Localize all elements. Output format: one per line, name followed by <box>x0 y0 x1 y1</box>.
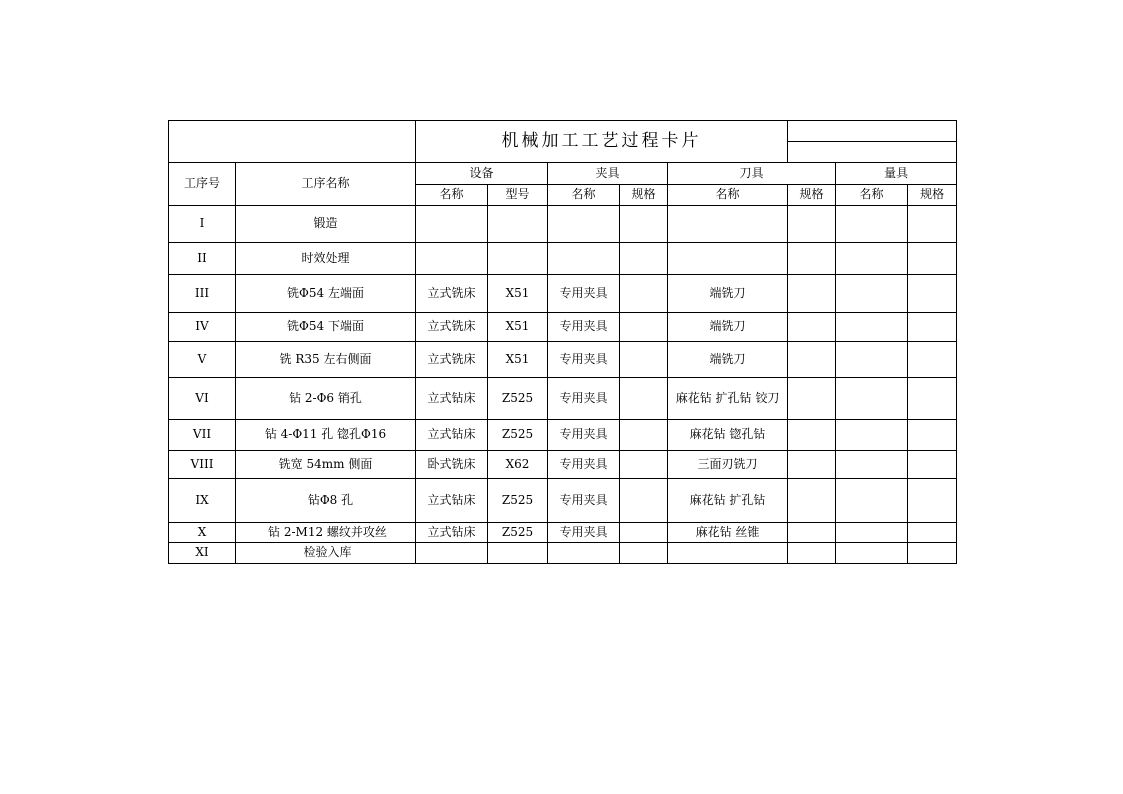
equipment-name <box>416 243 488 275</box>
fixture-spec <box>620 479 668 523</box>
fixture-name: 专用夹具 <box>548 451 620 479</box>
fixture-spec <box>620 420 668 451</box>
equipment-model: Z525 <box>488 523 548 543</box>
step-name: 铣宽 54mm 侧面 <box>236 451 416 479</box>
header-gauge: 量具 <box>836 163 957 185</box>
gauge-spec <box>908 451 957 479</box>
cutter-spec <box>788 206 836 243</box>
fixture-spec <box>620 342 668 378</box>
step-name: 铣 R35 左右侧面 <box>236 342 416 378</box>
equipment-model: X51 <box>488 342 548 378</box>
blank-top-cell <box>788 121 957 142</box>
step-no: III <box>169 275 236 313</box>
cutter-name: 麻花钻 扩孔钻 铰刀 <box>668 378 788 420</box>
header-equipment: 设备 <box>416 163 548 185</box>
header-cutter-spec: 规格 <box>788 185 836 206</box>
cutter-name <box>668 206 788 243</box>
header-equipment-name: 名称 <box>416 185 488 206</box>
gauge-spec <box>908 420 957 451</box>
table-row <box>169 451 957 479</box>
cutter-spec <box>788 420 836 451</box>
equipment-model: Z525 <box>488 420 548 451</box>
header-equipment-model: 型号 <box>488 185 548 206</box>
fixture-name: 专用夹具 <box>548 523 620 543</box>
fixture-spec <box>620 243 668 275</box>
table-row <box>169 543 957 564</box>
fixture-spec <box>620 206 668 243</box>
step-no: VIII <box>169 451 236 479</box>
cutter-name: 端铣刀 <box>668 275 788 313</box>
table-row <box>169 342 957 378</box>
header-step-name: 工序名称 <box>236 163 416 206</box>
step-no: IX <box>169 479 236 523</box>
table-row <box>169 523 957 543</box>
equipment-name: 立式钻床 <box>416 479 488 523</box>
step-name: 锻造 <box>236 206 416 243</box>
cutter-spec <box>788 275 836 313</box>
blank-corner-cell <box>169 121 416 163</box>
equipment-name: 立式铣床 <box>416 342 488 378</box>
gauge-name <box>836 543 908 564</box>
fixture-name: 专用夹具 <box>548 420 620 451</box>
table-row <box>169 378 957 420</box>
fixture-name: 专用夹具 <box>548 275 620 313</box>
equipment-name: 立式铣床 <box>416 275 488 313</box>
fixture-spec <box>620 275 668 313</box>
cutter-name <box>668 543 788 564</box>
fixture-name: 专用夹具 <box>548 313 620 342</box>
equipment-model: X62 <box>488 451 548 479</box>
card-title: 机械加工工艺过程卡片 <box>416 121 788 163</box>
fixture-name: 专用夹具 <box>548 479 620 523</box>
cutter-spec <box>788 243 836 275</box>
cutter-name: 麻花钻 扩孔钻 <box>668 479 788 523</box>
cutter-name: 端铣刀 <box>668 342 788 378</box>
cutter-spec <box>788 313 836 342</box>
table-row <box>169 479 957 523</box>
cutter-spec <box>788 543 836 564</box>
gauge-spec <box>908 313 957 342</box>
step-no: V <box>169 342 236 378</box>
fixture-name <box>548 543 620 564</box>
equipment-name <box>416 543 488 564</box>
table-row <box>169 420 957 451</box>
header-fixture-name: 名称 <box>548 185 620 206</box>
gauge-name <box>836 206 908 243</box>
header-gauge-spec: 规格 <box>908 185 957 206</box>
equipment-model <box>488 206 548 243</box>
step-name: 钻 4-Φ11 孔 锪孔Φ16 <box>236 420 416 451</box>
equipment-model: X51 <box>488 275 548 313</box>
equipment-model: X51 <box>488 313 548 342</box>
table-row <box>169 243 957 275</box>
gauge-spec <box>908 523 957 543</box>
gauge-name <box>836 243 908 275</box>
cutter-name: 三面刃铣刀 <box>668 451 788 479</box>
equipment-model <box>488 243 548 275</box>
header-fixture-spec: 规格 <box>620 185 668 206</box>
header-gauge-name: 名称 <box>836 185 908 206</box>
gauge-name <box>836 479 908 523</box>
step-no: II <box>169 243 236 275</box>
blank-top-cell-2 <box>788 142 957 163</box>
table-row <box>169 206 957 243</box>
fixture-name <box>548 243 620 275</box>
step-no: I <box>169 206 236 243</box>
fixture-spec <box>620 543 668 564</box>
fixture-name: 专用夹具 <box>548 378 620 420</box>
gauge-name <box>836 275 908 313</box>
step-name: 钻Φ8 孔 <box>236 479 416 523</box>
fixture-spec <box>620 378 668 420</box>
step-no: VI <box>169 378 236 420</box>
fixture-name <box>548 206 620 243</box>
table-row <box>169 313 957 342</box>
step-no: VII <box>169 420 236 451</box>
equipment-name: 立式钻床 <box>416 420 488 451</box>
gauge-name <box>836 342 908 378</box>
equipment-name: 立式钻床 <box>416 523 488 543</box>
gauge-name <box>836 420 908 451</box>
cutter-spec <box>788 342 836 378</box>
equipment-name: 立式铣床 <box>416 313 488 342</box>
gauge-spec <box>908 206 957 243</box>
cutter-name: 麻花钻 丝锥 <box>668 523 788 543</box>
fixture-name: 专用夹具 <box>548 342 620 378</box>
cutter-spec <box>788 451 836 479</box>
header-step-no: 工序号 <box>169 163 236 206</box>
step-name: 检验入库 <box>236 543 416 564</box>
fixture-spec <box>620 451 668 479</box>
gauge-spec <box>908 479 957 523</box>
gauge-name <box>836 313 908 342</box>
cutter-spec <box>788 378 836 420</box>
header-cutter-name: 名称 <box>668 185 788 206</box>
cutter-name: 麻花钻 锪孔钻 <box>668 420 788 451</box>
equipment-name: 立式钻床 <box>416 378 488 420</box>
step-no: XI <box>169 543 236 564</box>
equipment-name <box>416 206 488 243</box>
equipment-model: Z525 <box>488 479 548 523</box>
cutter-spec <box>788 479 836 523</box>
equipment-model <box>488 543 548 564</box>
gauge-spec <box>908 275 957 313</box>
gauge-spec <box>908 378 957 420</box>
gauge-spec <box>908 543 957 564</box>
step-name: 铣Φ54 下端面 <box>236 313 416 342</box>
header-cutter: 刀具 <box>668 163 836 185</box>
step-name: 时效处理 <box>236 243 416 275</box>
equipment-model: Z525 <box>488 378 548 420</box>
cutter-name <box>668 243 788 275</box>
equipment-name: 卧式铣床 <box>416 451 488 479</box>
cutter-spec <box>788 523 836 543</box>
fixture-spec <box>620 523 668 543</box>
step-no: IV <box>169 313 236 342</box>
process-card-table <box>168 120 957 564</box>
step-name: 钻 2-M12 螺纹并攻丝 <box>236 523 416 543</box>
gauge-spec <box>908 342 957 378</box>
step-name: 钻 2-Φ6 销孔 <box>236 378 416 420</box>
gauge-name <box>836 451 908 479</box>
gauge-spec <box>908 243 957 275</box>
table-row <box>169 275 957 313</box>
step-no: X <box>169 523 236 543</box>
header-fixture: 夹具 <box>548 163 668 185</box>
gauge-name <box>836 523 908 543</box>
cutter-name: 端铣刀 <box>668 313 788 342</box>
fixture-spec <box>620 313 668 342</box>
step-name: 铣Φ54 左端面 <box>236 275 416 313</box>
gauge-name <box>836 378 908 420</box>
